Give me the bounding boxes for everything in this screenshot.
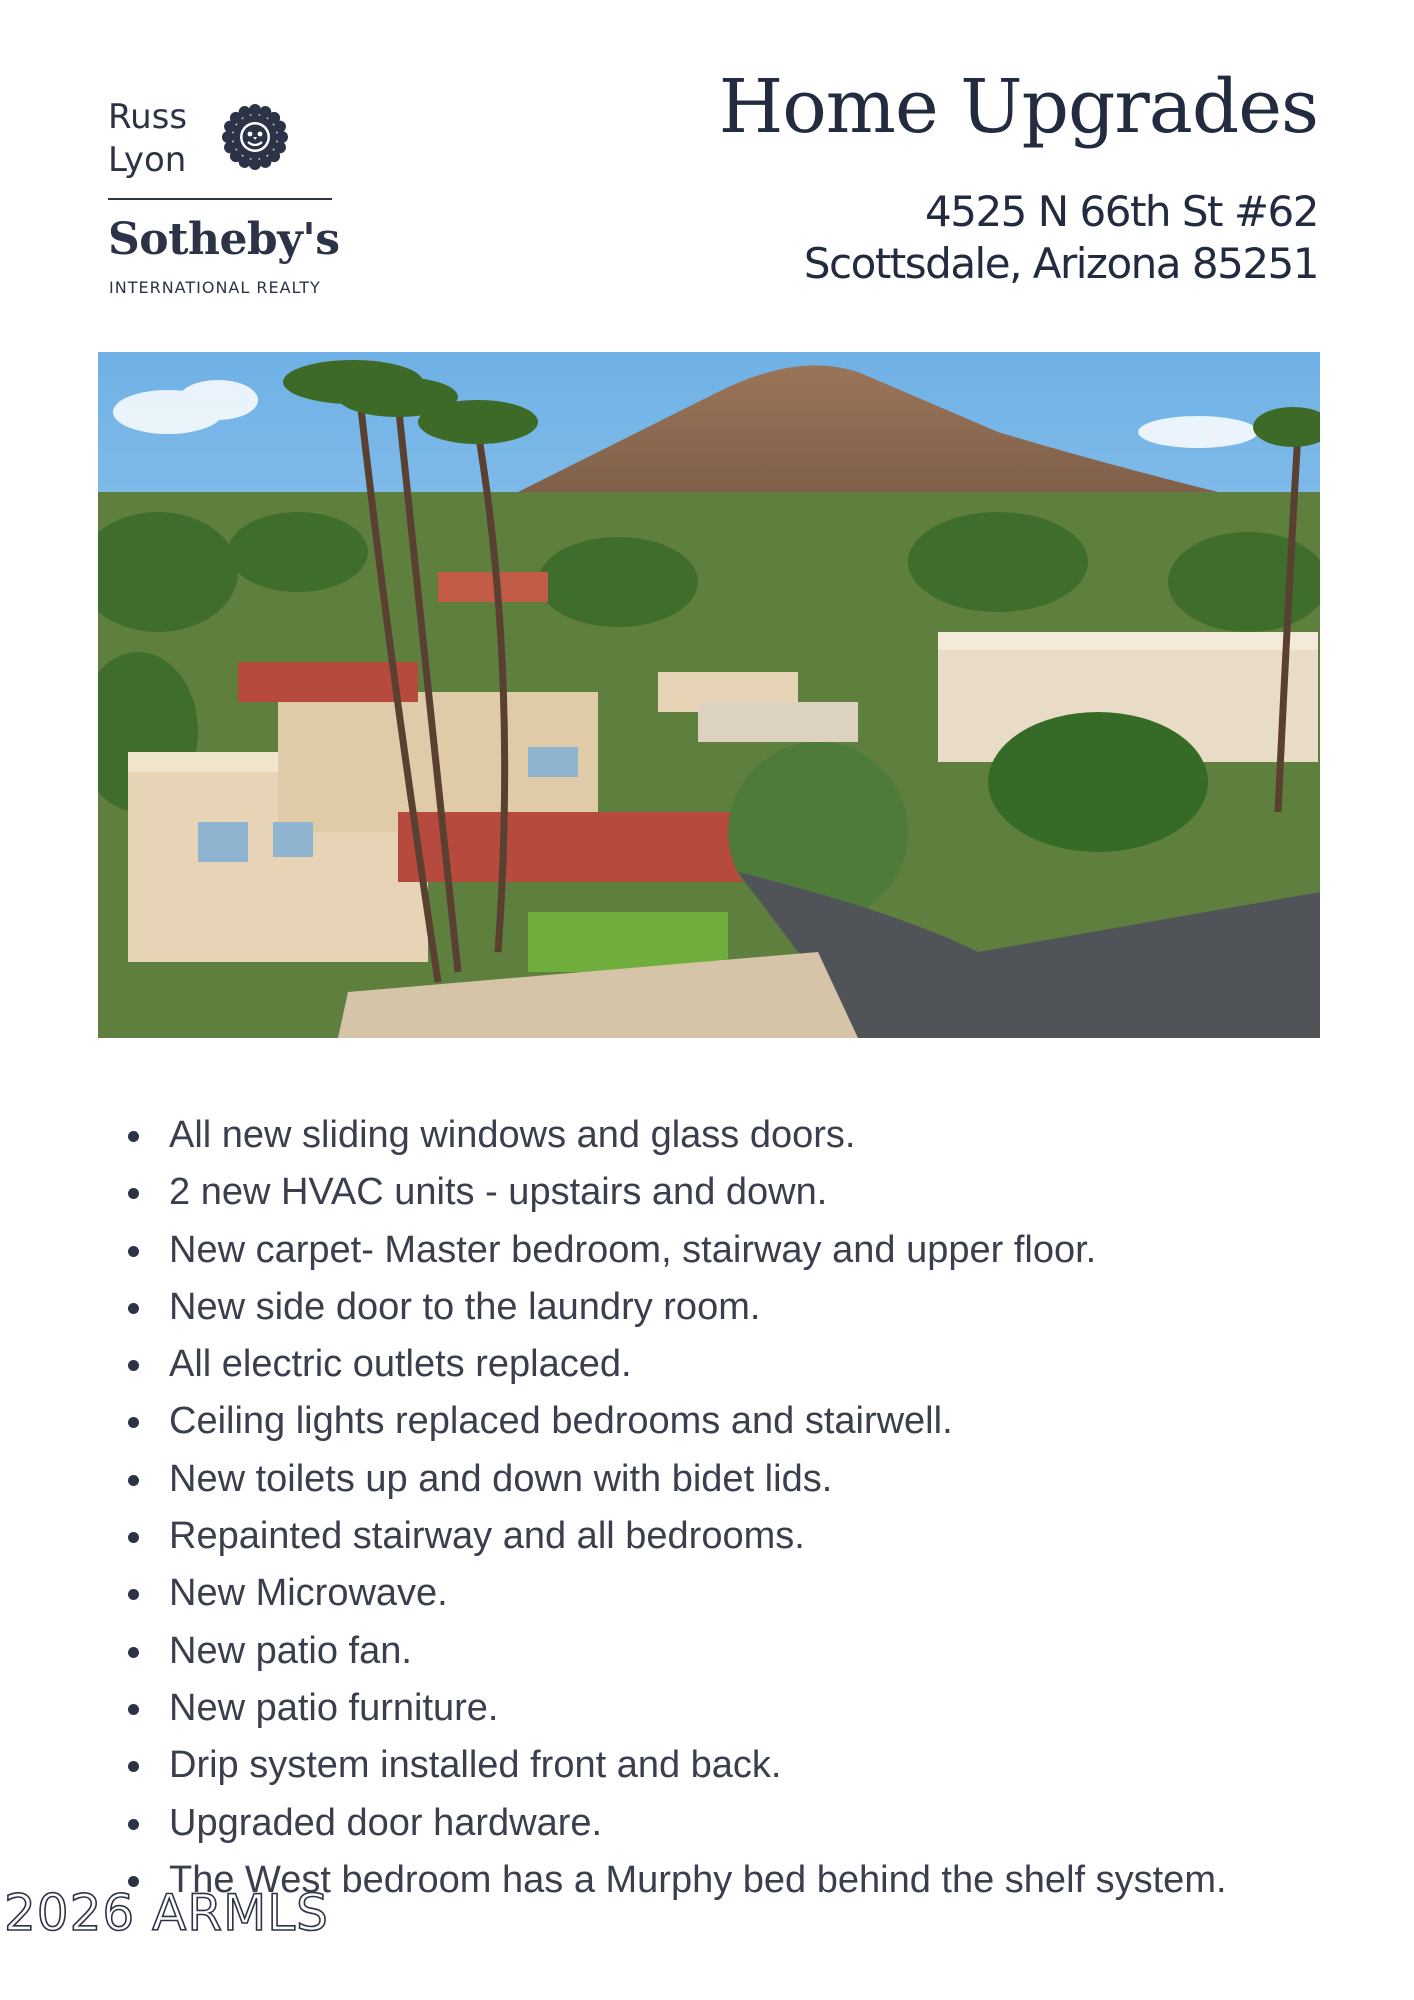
logo-name-line1: Russ (108, 97, 188, 137)
bullet-icon (128, 1188, 139, 1199)
seal-petal (274, 121, 286, 133)
lion-seal-icon (220, 102, 290, 172)
brand-logo (108, 96, 340, 297)
upgrade-item (124, 1451, 1304, 1508)
upgrade-item (124, 1565, 1304, 1622)
logo-top (108, 96, 332, 186)
aerial-property-photo (98, 352, 1320, 1038)
address-line1: 4525 N 66th St #62 (925, 187, 1318, 236)
bullet-icon (128, 1704, 139, 1715)
logo-subtitle: INTERNATIONAL REALTY (109, 278, 321, 297)
logo-divider (108, 198, 332, 200)
upgrade-item-text: All new sliding windows and glass doors. (169, 1114, 856, 1156)
logo-brand: Sotheby's (108, 214, 340, 265)
bullet-icon (128, 1246, 139, 1257)
upgrade-item-text: 2 new HVAC units - upstairs and down. (169, 1171, 828, 1214)
upgrade-item-text: Repainted stairway and all bedrooms. (169, 1515, 805, 1558)
seal-petal (224, 141, 236, 153)
upgrade-item (124, 1336, 1304, 1393)
upgrade-item-text: All electric outlets replaced. (169, 1343, 632, 1386)
seal-petal (239, 106, 251, 118)
upgrade-item (124, 1508, 1304, 1565)
bullet-icon (128, 1819, 139, 1830)
upgrade-item (124, 1222, 1304, 1279)
bullet-icon (128, 1475, 139, 1486)
seal-petal (249, 104, 261, 116)
upgrade-item (124, 1623, 1304, 1680)
page-title: Home Upgrades (718, 64, 1318, 150)
bullet-icon (128, 1417, 139, 1428)
upgrade-item-text: New patio furniture. (169, 1686, 499, 1729)
seal-petal (259, 156, 271, 168)
logo-name (108, 96, 187, 182)
upgrade-item-text: New side door to the laundry room. (169, 1285, 761, 1328)
bullet-icon (128, 1647, 139, 1658)
logo-name-line2: Lyon (108, 140, 187, 180)
upgrade-item-text: New patio fan. (169, 1629, 412, 1672)
upgrade-item-text: Upgraded door hardware. (169, 1801, 603, 1844)
upgrade-item-text: New carpet- Master bedroom, stairway and upper floor. (169, 1228, 1097, 1271)
upgrade-item-text: Drip system installed front and back. (169, 1744, 782, 1787)
upgrades-list (124, 1107, 1304, 1909)
seal-petal (222, 131, 234, 143)
upgrade-item (124, 1795, 1304, 1852)
bullet-icon (128, 1131, 139, 1142)
upgrade-item (124, 1164, 1304, 1221)
upgrade-item-text: The West bedroom has a Murphy bed behind the shelf system. (169, 1858, 1227, 1901)
upgrade-item (124, 1737, 1304, 1794)
upgrade-item-text: New Microwave. (169, 1572, 448, 1615)
upgrade-item (124, 1279, 1304, 1336)
upgrade-item-text: Ceiling lights replaced bedrooms and stairwell. (169, 1400, 953, 1443)
seal-petal (249, 158, 261, 170)
address-line2: Scottsdale, Arizona 85251 (803, 239, 1318, 288)
front-tree (988, 712, 1208, 852)
bullet-icon (128, 1303, 139, 1314)
armls-watermark: 2026 ARMLS (4, 1884, 329, 1942)
upgrade-item (124, 1393, 1304, 1450)
bullet-icon (128, 1761, 139, 1772)
property-address (804, 186, 1318, 290)
upgrade-item (124, 1680, 1304, 1737)
bullet-icon (128, 1532, 139, 1543)
upgrade-item-text: New toilets up and down with bidet lids. (169, 1457, 833, 1500)
bullet-icon (128, 1589, 139, 1600)
seal-petal (276, 131, 288, 143)
upgrade-item (124, 1107, 1304, 1164)
bullet-icon (128, 1360, 139, 1371)
